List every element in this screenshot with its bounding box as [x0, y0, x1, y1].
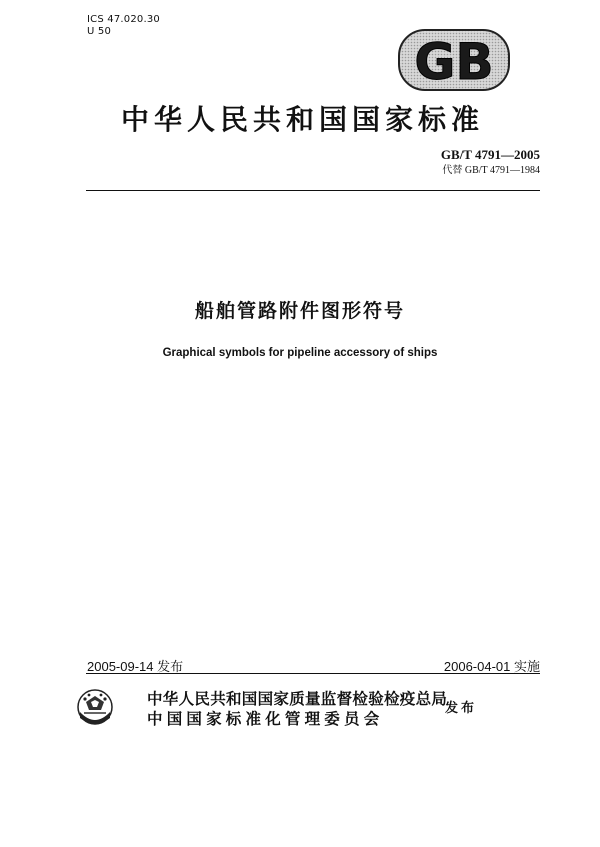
footer-divider: [86, 673, 540, 674]
issue-date: 2005-09-14 发布: [87, 659, 184, 674]
document-title-cn: 船舶管路附件图形符号: [194, 300, 405, 322]
standard-category-title: 中华人民共和国国家标准: [120, 103, 484, 136]
implementation-date: 2006-04-01 实施: [443, 659, 540, 674]
gb-logo: [398, 29, 510, 91]
national-emblem-icon: [76, 688, 114, 726]
publish-label: 发布: [445, 701, 478, 716]
classification-codes: [87, 14, 160, 38]
ics-code: ICS 47.020.30: [87, 14, 160, 25]
document-title-en: Graphical symbols for pipeline accessory of ships: [162, 347, 438, 359]
issuer-sac: 中国国家标准化管理委员会: [147, 710, 384, 728]
replaces-note: 代替 GB/T 4791—1984: [442, 165, 540, 176]
gb-logo-text: GB: [414, 33, 494, 91]
header-divider: [86, 190, 540, 191]
ccs-code: U 50: [87, 26, 112, 37]
issuer-aqsiq: 中华人民共和国国家质量监督检验检疫总局: [147, 690, 448, 708]
standard-number: GB/T 4791—2005: [440, 147, 540, 162]
